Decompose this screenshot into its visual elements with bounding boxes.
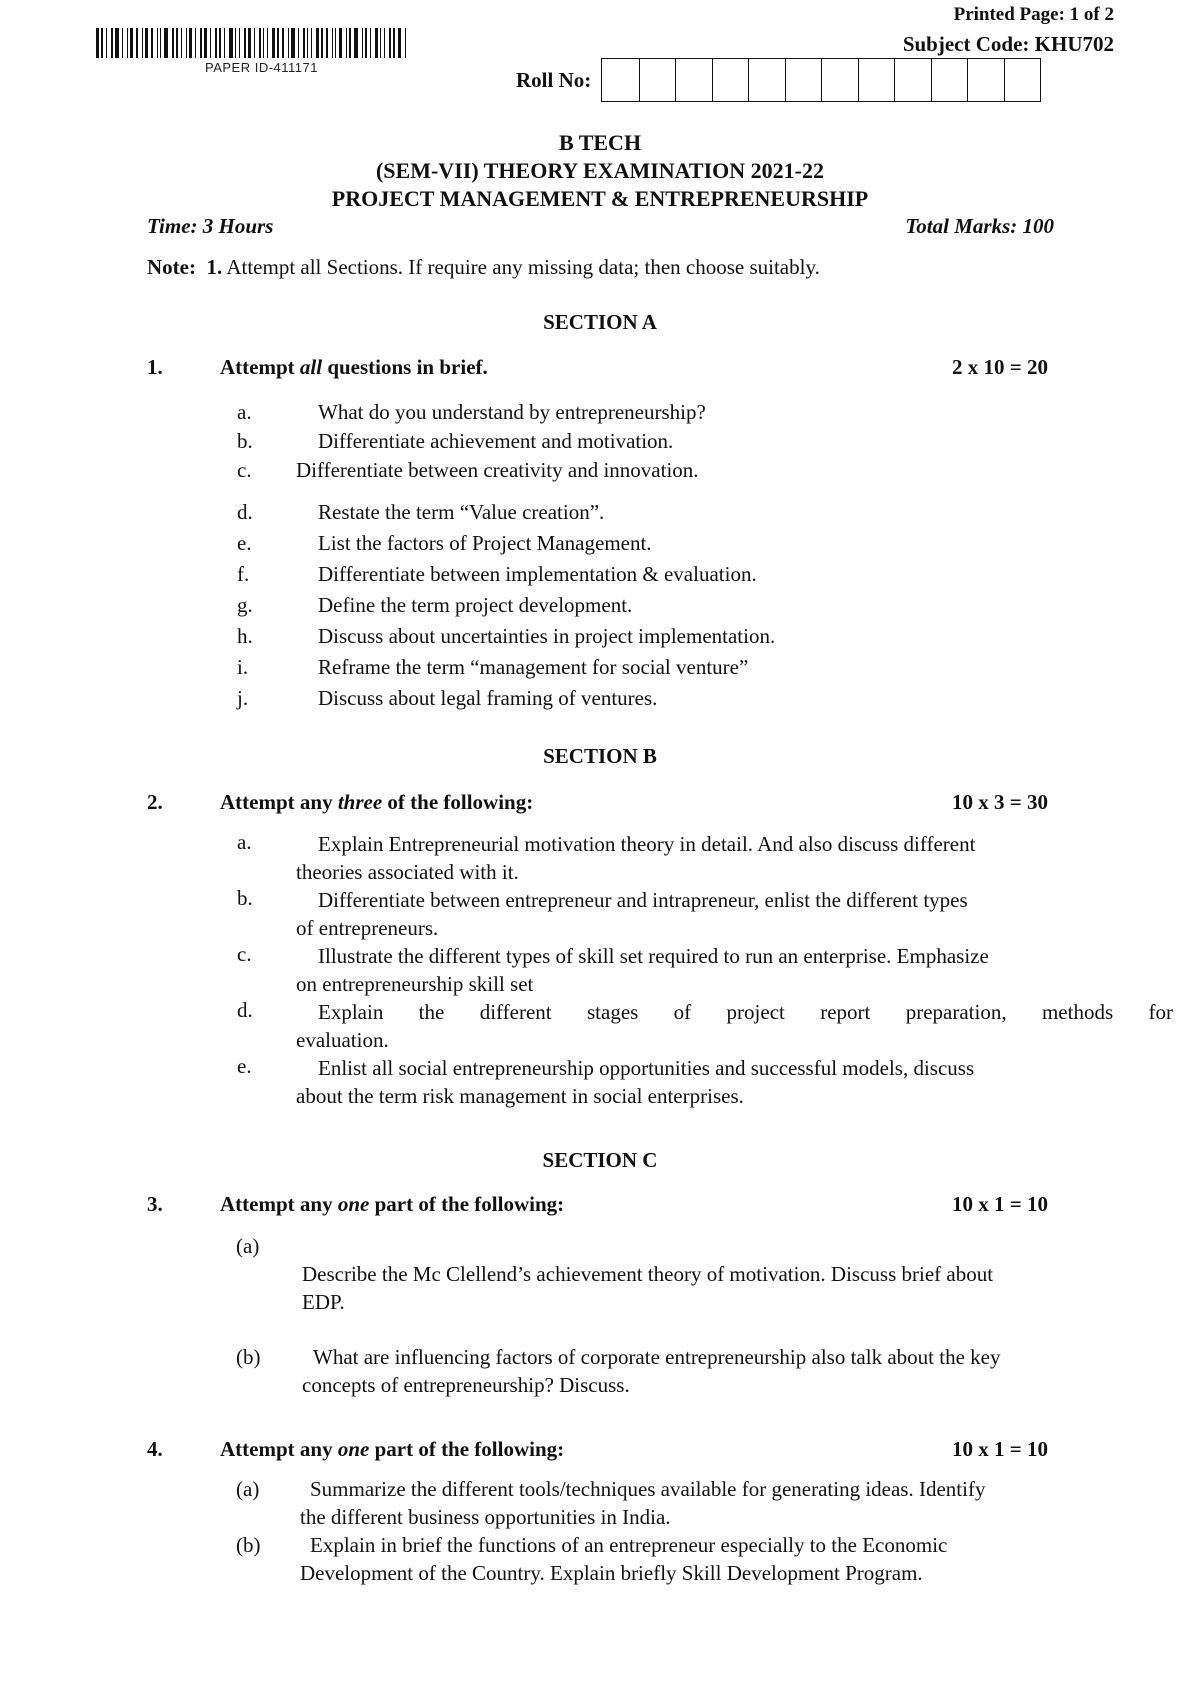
section-a-heading: SECTION A xyxy=(543,310,657,334)
barcode-bar xyxy=(272,28,275,58)
question-marks: 10 x 1 = 10 xyxy=(952,1437,1048,1461)
item-letter: f. xyxy=(237,562,250,586)
item-text: Reframe the term “management for social venture” xyxy=(318,655,749,679)
barcode-bar xyxy=(326,28,328,58)
item-text: Define the term project development. xyxy=(318,593,633,617)
part-text-cont: concepts of entrepreneurship? Discuss. xyxy=(302,1373,630,1397)
part-text: Describe the Mc Clellend’s achievement theory of motivation. Discuss brief about xyxy=(302,1262,994,1286)
barcode-bar xyxy=(244,28,246,58)
roll-box xyxy=(967,59,1004,101)
item-letter: a. xyxy=(237,400,252,424)
barcode-bar xyxy=(176,28,178,58)
question-marks: 10 x 3 = 30 xyxy=(952,790,1048,814)
part-text: Summarize the different tools/techniques available for generating ideas. Identify xyxy=(310,1477,986,1501)
item-text-cont: on entrepreneurship skill set xyxy=(296,972,534,996)
barcode-bar xyxy=(151,28,153,58)
subject-code: Subject Code: KHU702 xyxy=(902,32,1114,56)
exam-note: Note: 1. Attempt all Sections. If require any missing data; then choose suitably. xyxy=(147,255,820,279)
roll-box xyxy=(639,59,676,101)
barcode-bar xyxy=(189,28,192,58)
roll-box xyxy=(931,59,968,101)
barcode-bar xyxy=(288,28,289,58)
item-letter: a. xyxy=(237,830,252,854)
barcode-bar xyxy=(101,28,103,58)
barcode-bar xyxy=(235,28,236,58)
subject-title: PROJECT MANAGEMENT & ENTREPRENEURSHIP xyxy=(331,186,869,211)
roll-box xyxy=(748,59,785,101)
item-letter: e. xyxy=(237,531,252,555)
item-text: Illustrate the different types of skill set required to run an enterprise. Emphasize xyxy=(318,944,989,968)
item-text: List the factors of Project Management. xyxy=(318,531,652,555)
item-text-cont: of entrepreneurs. xyxy=(296,916,439,940)
item-text: Differentiate between entrepreneur and intrapreneur, enlist the different types xyxy=(318,888,968,912)
barcode xyxy=(96,28,454,58)
item-letter: j. xyxy=(237,686,249,710)
item-letter: e. xyxy=(237,1054,252,1078)
item-letter: c. xyxy=(237,942,252,966)
barcode-bar xyxy=(335,28,336,58)
barcode-bar xyxy=(106,28,107,58)
item-text-cont: about the term risk management in social enterprises. xyxy=(296,1084,744,1108)
total-marks: Total Marks: 100 xyxy=(905,214,1054,238)
question-number: 2. xyxy=(147,790,163,814)
roll-box xyxy=(712,59,749,101)
section-c-heading: SECTION C xyxy=(542,1148,658,1172)
part-text-cont: the different business opportunities in India. xyxy=(300,1505,671,1529)
paper-id: PAPER ID-411171 xyxy=(205,60,318,75)
item-letter: b. xyxy=(237,429,253,453)
exam-time: Time: 3 Hours xyxy=(147,214,274,238)
item-text: Differentiate between implementation & evaluation. xyxy=(318,562,757,586)
barcode-bar xyxy=(384,28,385,58)
barcode-bar xyxy=(181,28,182,58)
item-text-cont: evaluation. xyxy=(296,1028,389,1052)
item-text: Discuss about legal framing of ventures. xyxy=(318,686,658,710)
part-text-cont: EDP. xyxy=(302,1290,345,1314)
barcode-bar xyxy=(354,28,358,58)
part-text-cont: Development of the Country. Explain briefly Skill Development Program. xyxy=(300,1561,923,1585)
question-number: 4. xyxy=(147,1437,163,1461)
roll-box xyxy=(1004,59,1041,101)
barcode-bar xyxy=(349,28,351,58)
item-letter: d. xyxy=(237,500,253,524)
item-letter: g. xyxy=(237,593,253,617)
roll-box xyxy=(602,59,639,101)
barcode-bar xyxy=(307,28,308,58)
item-text: Explain Entrepreneurial motivation theory in detail. And also discuss different xyxy=(318,832,976,856)
part-text: Explain in brief the functions of an entrepreneur especially to the Economic xyxy=(310,1533,948,1557)
barcode-bar xyxy=(142,28,143,58)
item-text: Restate the term “Value creation”. xyxy=(318,500,605,524)
barcode-bar xyxy=(115,28,119,58)
item-text: Differentiate between creativity and innovation. xyxy=(296,458,699,482)
item-text: Explain the different stages of project report preparation, methods for xyxy=(318,1000,1173,1024)
roll-label: Roll No: xyxy=(516,67,592,92)
barcode-bar xyxy=(210,28,211,58)
barcode-bar xyxy=(157,28,158,58)
barcode-bar xyxy=(282,28,284,58)
barcode-bar xyxy=(291,28,295,58)
barcode-bar xyxy=(365,28,367,58)
exam-title: (SEM-VII) THEORY EXAMINATION 2021-22 xyxy=(375,158,824,183)
item-text: What do you understand by entrepreneurship? xyxy=(318,400,706,424)
part-label: (b) xyxy=(236,1345,261,1369)
barcode-bar xyxy=(405,28,406,58)
item-letter: c. xyxy=(237,458,252,482)
roll-number-boxes xyxy=(601,58,1041,102)
barcode-bar xyxy=(321,28,323,58)
question-number: 1. xyxy=(147,355,163,379)
part-label: (a) xyxy=(236,1234,260,1258)
barcode-bar xyxy=(164,28,168,58)
section-b-heading: SECTION B xyxy=(543,744,657,768)
question-instruction: Attempt all questions in brief. xyxy=(220,355,488,379)
part-label: (a) xyxy=(236,1477,260,1501)
barcode-bar xyxy=(267,28,268,58)
item-text-cont: theories associated with it. xyxy=(296,860,519,884)
item-letter: i. xyxy=(237,655,249,679)
question-instruction: Attempt any one part of the following: xyxy=(220,1192,565,1216)
barcode-bar xyxy=(200,28,202,58)
barcode-bar xyxy=(393,28,395,58)
barcode-bar xyxy=(172,28,174,58)
barcode-bar xyxy=(96,28,99,58)
question-number: 3. xyxy=(147,1192,163,1216)
barcode-bar xyxy=(130,28,133,58)
barcode-bar xyxy=(229,28,233,58)
course-title: B TECH xyxy=(558,130,642,155)
barcode-bar xyxy=(186,28,187,58)
item-letter: d. xyxy=(237,998,253,1022)
item-text: Discuss about uncertainties in project implementation. xyxy=(318,624,776,648)
item-letter: h. xyxy=(237,624,253,648)
barcode-bar xyxy=(145,28,148,58)
barcode-bar xyxy=(136,28,138,58)
barcode-bar xyxy=(122,28,123,58)
question-marks: 2 x 10 = 20 xyxy=(952,355,1048,379)
roll-box xyxy=(821,59,858,101)
barcode-bar xyxy=(398,28,401,58)
question-instruction: Attempt any three of the following: xyxy=(220,790,534,814)
roll-box xyxy=(785,59,822,101)
part-text: What are influencing factors of corporate entrepreneurship also talk about the key xyxy=(313,1345,1001,1369)
barcode-bar xyxy=(215,28,217,58)
barcode-bar xyxy=(362,28,363,58)
roll-box xyxy=(858,59,895,101)
barcode-bar xyxy=(370,28,371,58)
barcode-bar xyxy=(277,28,279,58)
barcode-bar xyxy=(254,28,255,58)
barcode-bar xyxy=(127,28,128,58)
question-marks: 10 x 1 = 10 xyxy=(952,1192,1048,1216)
printed-page: Printed Page: 1 of 2 xyxy=(953,4,1114,25)
barcode-bar xyxy=(160,28,161,58)
barcode-bar xyxy=(375,28,378,58)
part-label: (b) xyxy=(236,1533,261,1557)
roll-box xyxy=(675,59,712,101)
barcode-bar xyxy=(303,28,305,58)
barcode-bar xyxy=(248,28,251,58)
roll-number-row xyxy=(516,58,1041,102)
item-letter: b. xyxy=(237,886,253,910)
barcode-bar xyxy=(239,28,240,58)
barcode-bar xyxy=(389,28,391,58)
barcode-bar xyxy=(332,28,333,58)
barcode-bar xyxy=(263,28,264,58)
question-instruction: Attempt any one part of the following: xyxy=(220,1437,565,1461)
barcode-bar xyxy=(219,28,221,58)
item-text: Differentiate achievement and motivation. xyxy=(318,429,674,453)
barcode-bar xyxy=(380,28,381,58)
barcode-bar xyxy=(204,28,207,58)
barcode-bar xyxy=(111,28,113,58)
barcode-bar xyxy=(195,28,196,58)
barcode-bar xyxy=(311,28,312,58)
barcode-bar xyxy=(224,28,225,58)
barcode-bar xyxy=(316,28,319,58)
item-text: Enlist all social entrepreneurship opportunities and successful models, discuss xyxy=(318,1056,975,1080)
barcode-bar xyxy=(259,28,261,58)
barcode-bar xyxy=(298,28,299,58)
barcode-bar xyxy=(339,28,342,58)
barcode-bar xyxy=(346,28,347,58)
roll-box xyxy=(894,59,931,101)
